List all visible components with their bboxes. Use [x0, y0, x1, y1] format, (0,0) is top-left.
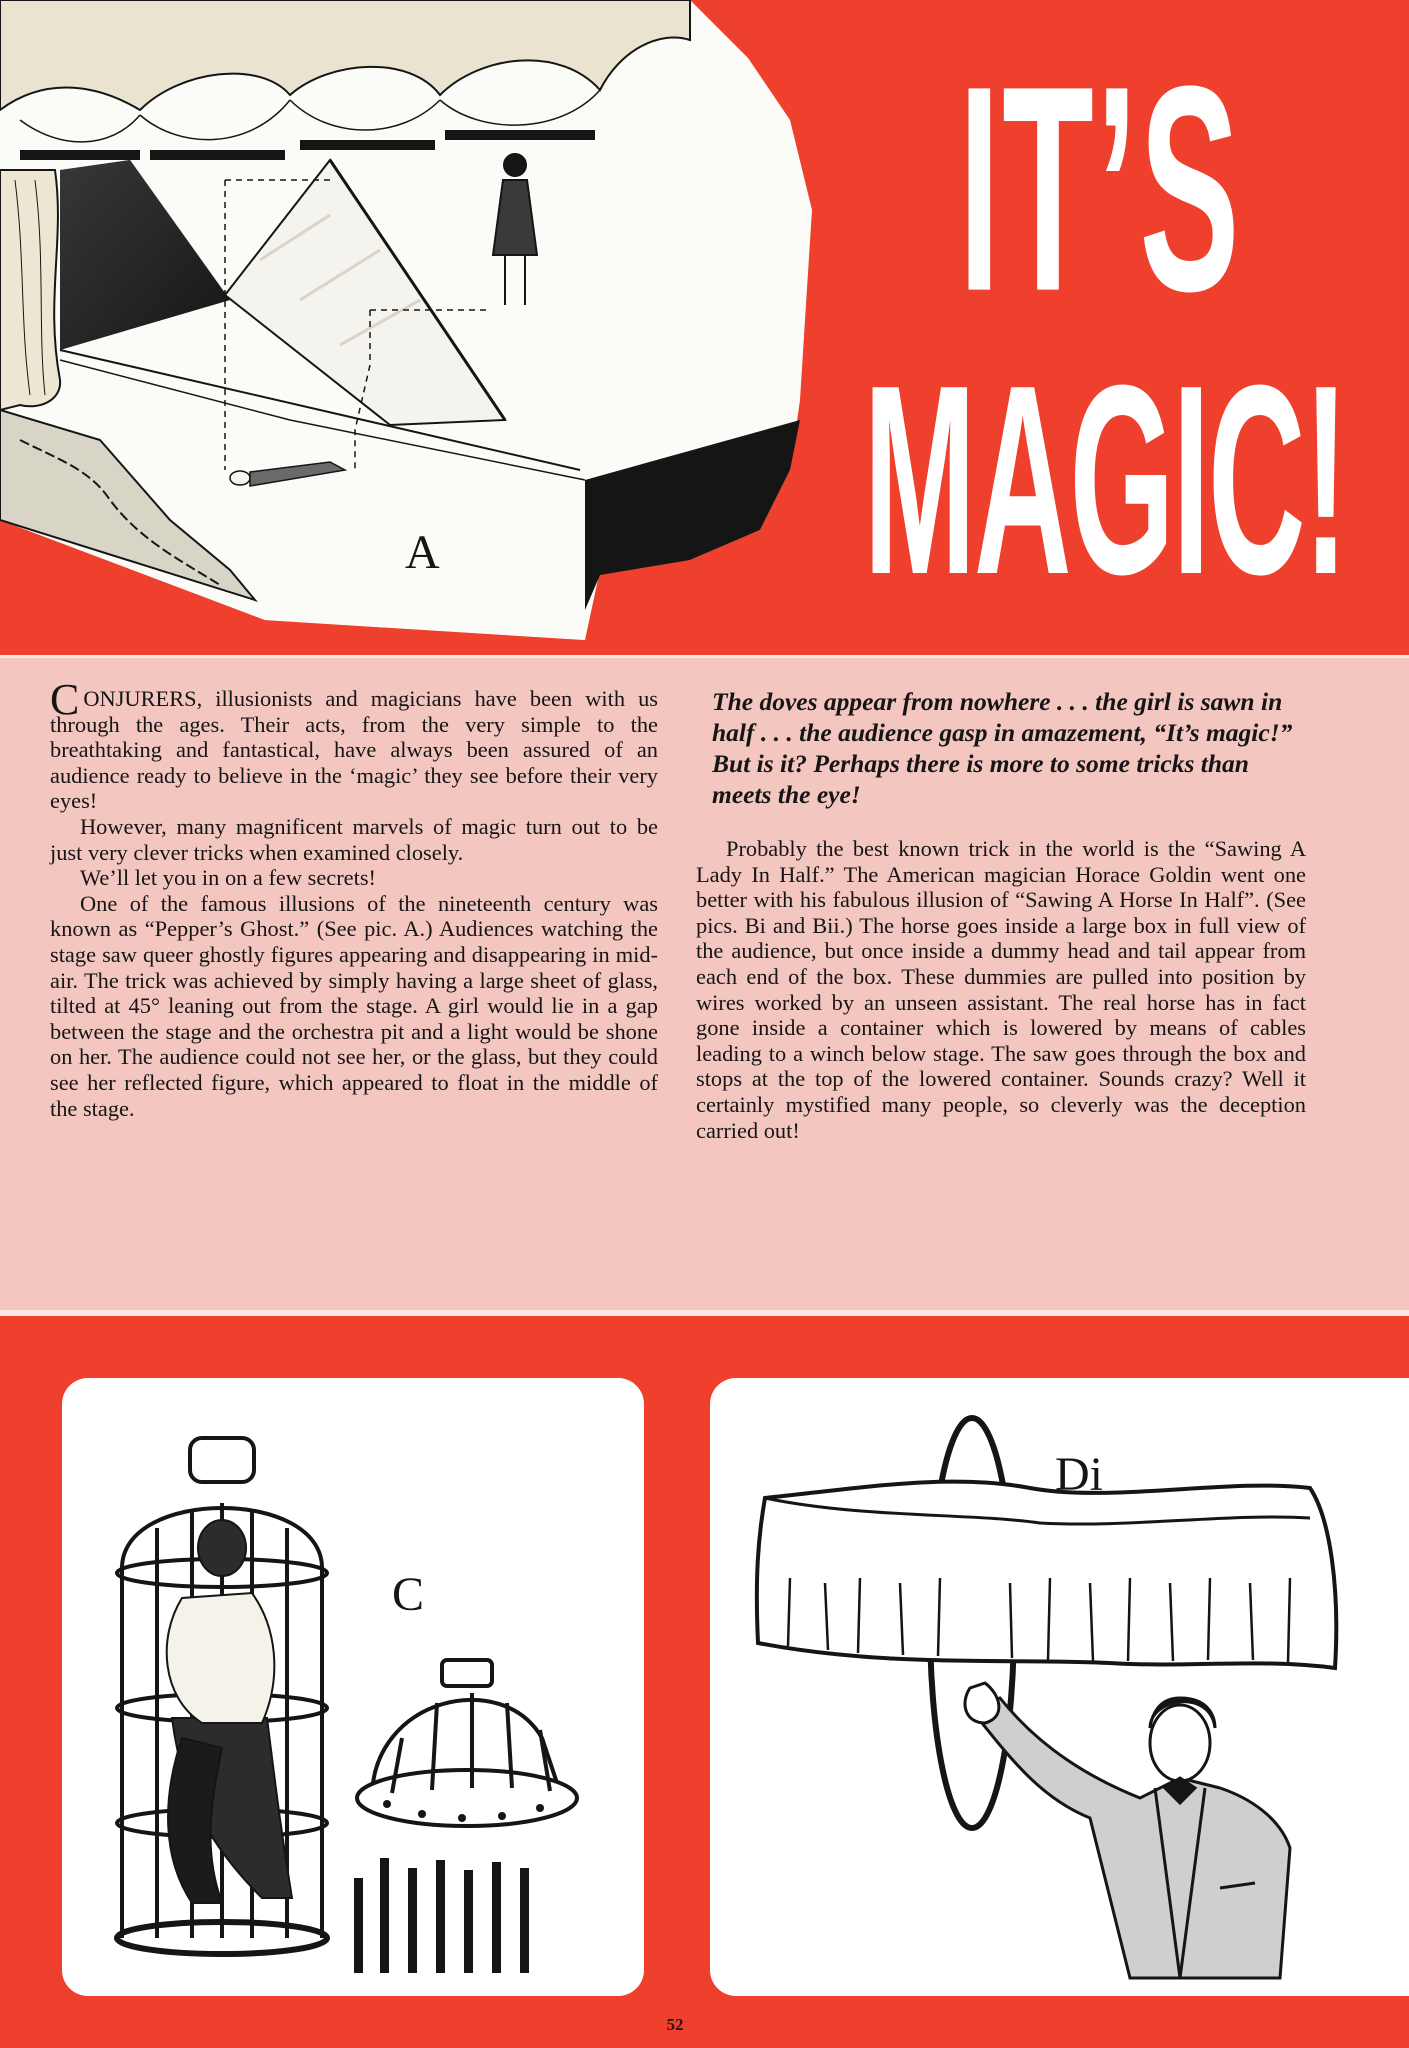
right-column	[696, 686, 1306, 1143]
left-column	[50, 675, 658, 1121]
illustration-cage	[62, 1378, 644, 1996]
article-body	[0, 655, 1409, 1316]
panel-bird-cage	[62, 1378, 644, 1996]
page-number: 52	[666, 2015, 684, 2034]
paragraph-intro: ONJURERS, illusionists and magicians have been with us through the ages. Their acts, from the very simple to the breathtaking and fantastical, have always been assured of an audience ready to believe in the ‘magic’ they see before their very eyes!	[50, 686, 658, 814]
paragraph-2: However, many magnificent marvels of magic turn out to be just very clever tricks when examined closely.	[50, 813, 658, 865]
illustration-peppers-ghost	[0, 0, 830, 640]
title-line-1: IT’S	[958, 24, 1242, 353]
paragraph-3: We’ll let you in on a few secrets!	[80, 865, 377, 891]
drop-cap: C	[50, 675, 80, 724]
figure-label-c: C	[392, 1568, 425, 1621]
title-line-2: MAGIC!	[863, 329, 1347, 631]
standfirst: The doves appear from nowhere . . . the girl is sawn in half . . . the audience gasp in amazement, “It’s magic!” But is it? Perhaps there is more to some tricks than meets the eye!	[712, 687, 1293, 809]
figure-label-di: Di	[1055, 1448, 1103, 1501]
panel-floating-table	[710, 1378, 1409, 1996]
paragraph-sawing: Probably the best known trick in the world is the “Sawing A Lady In Half.” The American magician Horace Goldin went one better with his fabulous illusion of “Sawing A Horse In Half”. (See pics. Bi and Bii.) The horse goes inside a large box in full view of the audience, but once inside a dummy head and tail appear from each end of the box. These dummies are pulled into position by wires worked by an unseen assistant. The real horse has in fact gone inside a container which is lowered by means of cables leading to a winch below stage. The saw goes through the box and stops at the top of the lowered container. Sounds crazy? Well it certainly mystified many people, so cleverly was the deception carried out!	[696, 836, 1306, 1143]
figure-label-a: A	[405, 526, 440, 579]
paragraph-4: One of the famous illusions of the nineteenth century was known as “Pepper’s Ghost.” (See pic. A.) Audiences watching the stage saw queer ghostly figures appearing and disappearing in mid-air. The trick was achieved by simply having a large sheet of glass, tilted at 45° leaning out from the stage. A girl would lie in a gap between the stage and the orchestra pit and a light would be shone on her. The audience could not see her, or the glass, but they could see her reflected figure, which appeared to float in the middle of the stage.	[50, 890, 658, 1121]
illustration-hoop	[710, 1378, 1409, 1996]
